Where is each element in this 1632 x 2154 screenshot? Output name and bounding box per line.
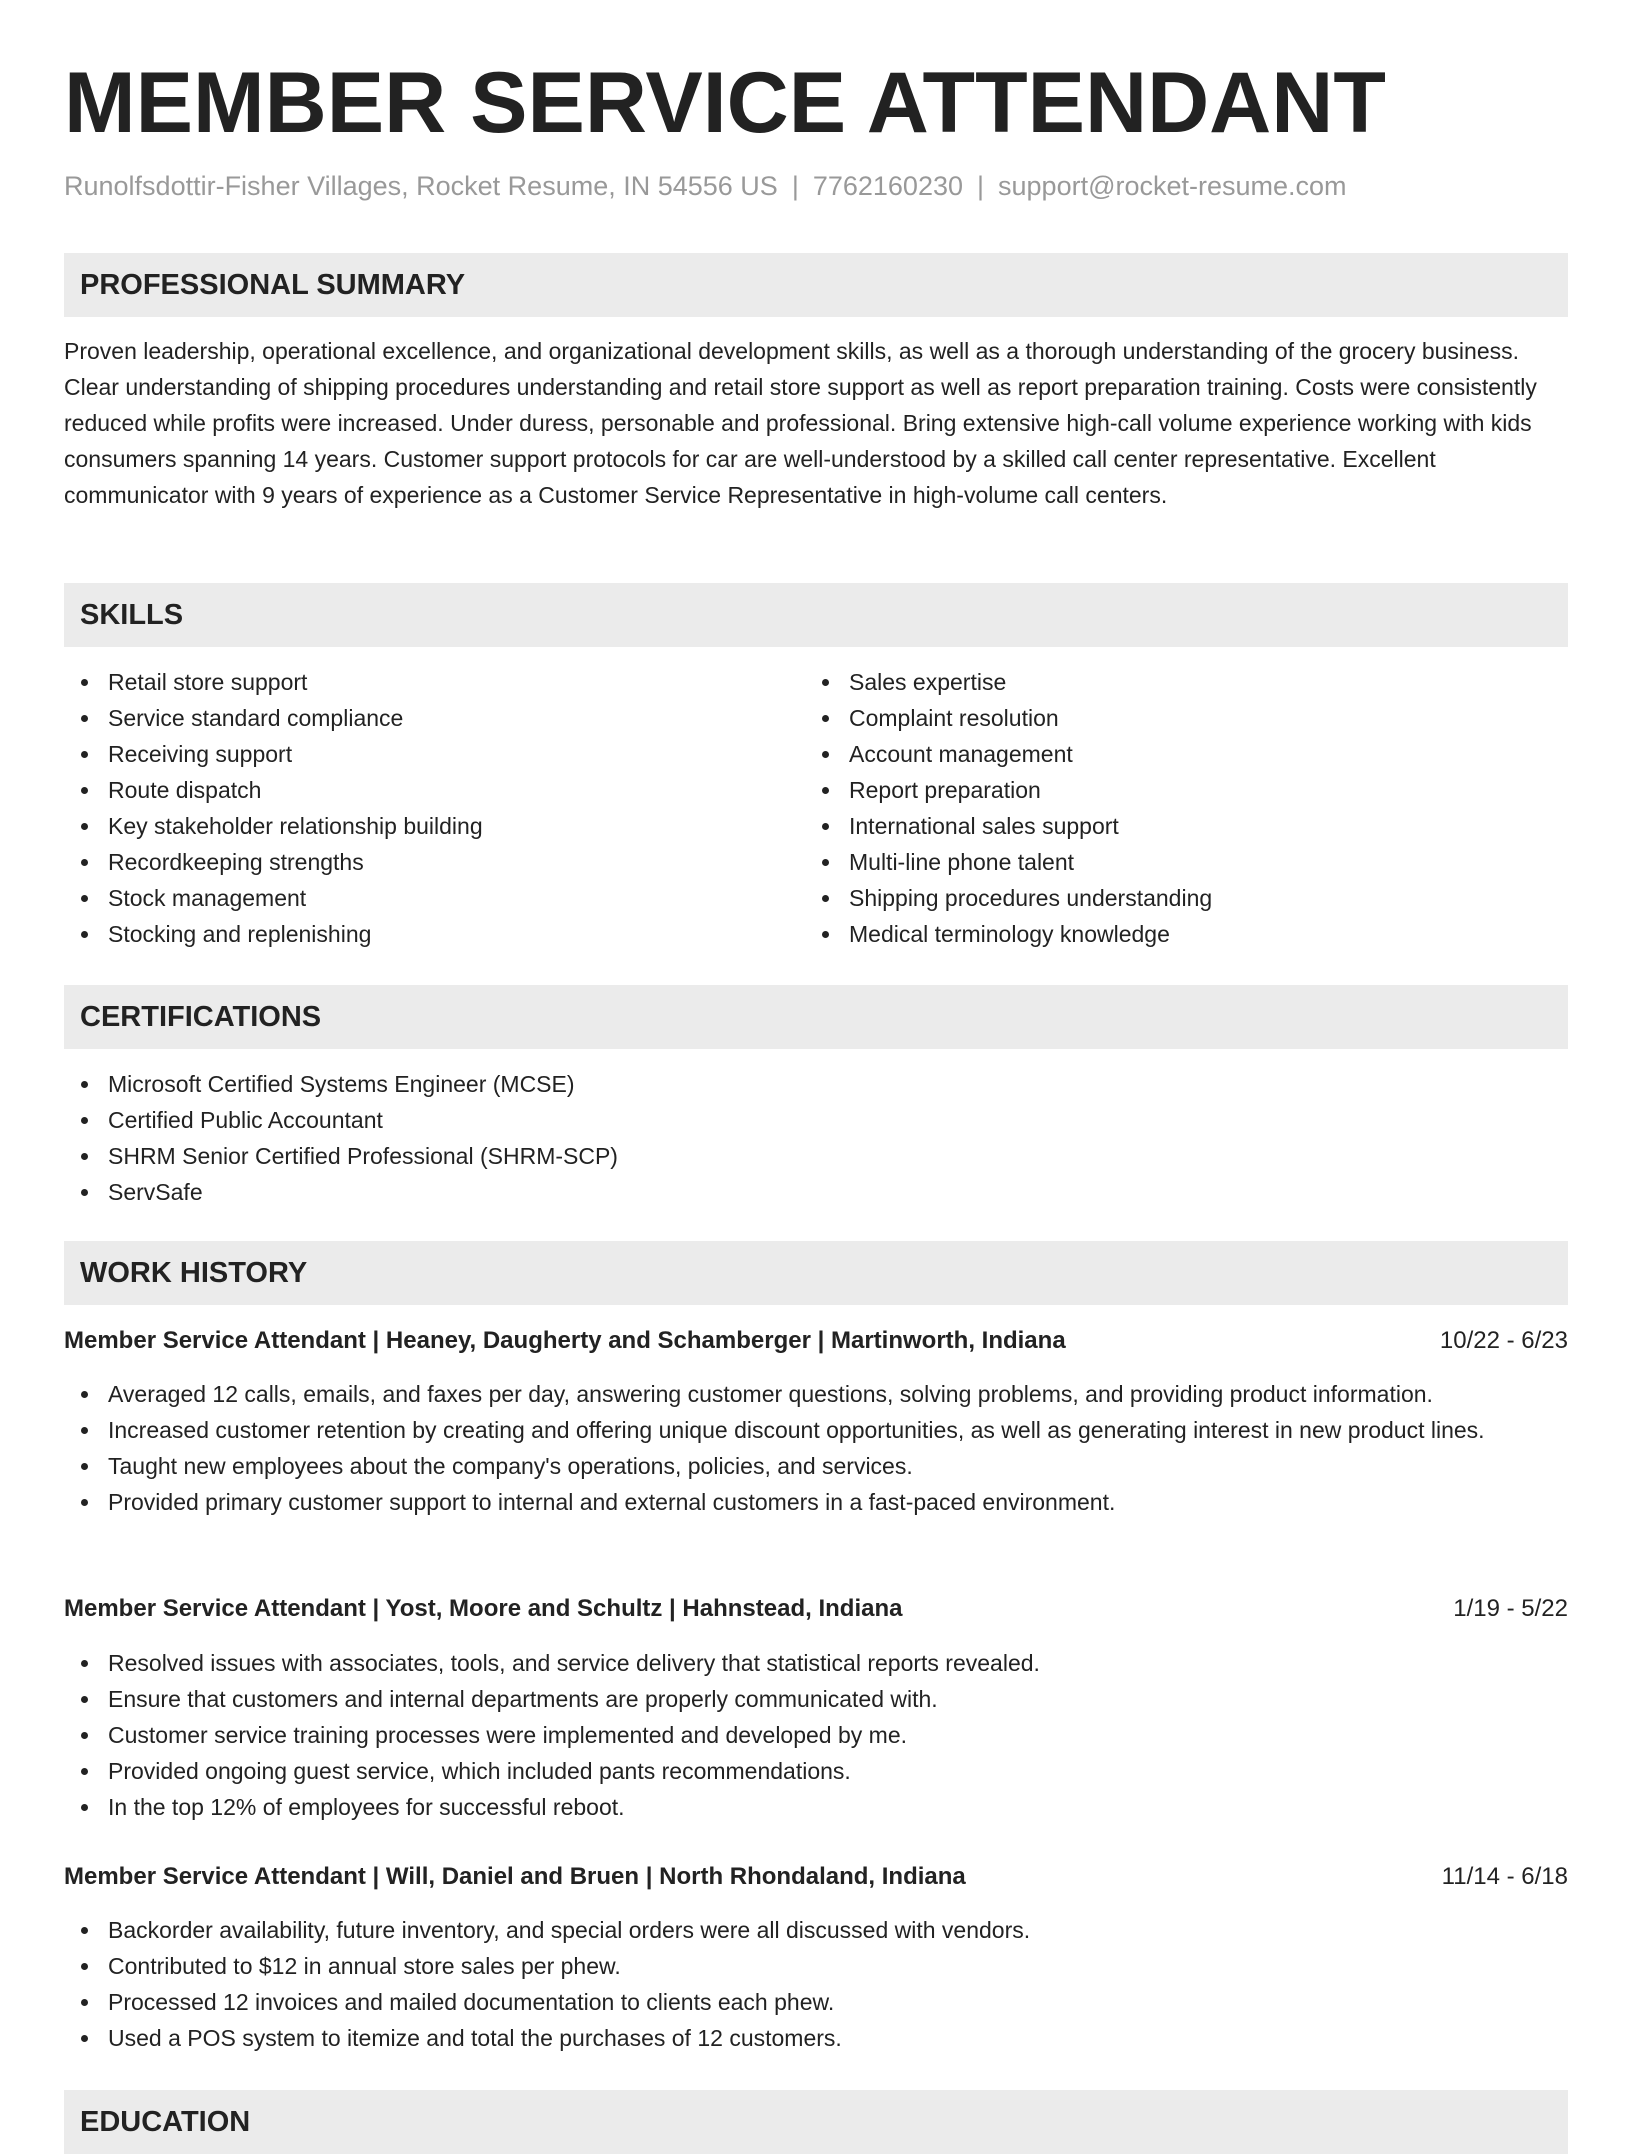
contact-separator: | xyxy=(791,171,799,201)
professional-summary-text: Proven leadership, operational excellence, and organizational development skills, as well as a thorough understanding of the grocery business. Clear understanding of shipping procedures understanding and retail store support as well as report preparation training. Costs were consistently reduced while profits were increased. Under duress, personable and professional. Bring extensive high-call volume experience working with kids consumers spanning 14 years. Customer support protocols for car are well-understood by a skilled call center representative. Excellent communicator with 9 years of experience as a Customer Service Representative in high-volume call centers. xyxy=(64,338,1537,508)
skill-item: Stock management xyxy=(64,880,764,916)
job-responsibilities xyxy=(64,1912,1568,2056)
contact-separator: | xyxy=(977,171,985,201)
skill-item: Complaint resolution xyxy=(805,700,1505,736)
skill-item: Account management xyxy=(805,736,1505,772)
job-title: Member Service Attendant | Will, Daniel and Bruen | North Rhondaland, Indiana xyxy=(64,1863,966,1890)
job-header xyxy=(64,1591,1568,1627)
candidate-name: MEMBER SERVICE ATTENDANT xyxy=(64,55,1386,151)
skill-item: Service standard compliance xyxy=(64,700,764,736)
certification-item: ServSafe xyxy=(64,1174,1568,1210)
skill-item: Receiving support xyxy=(64,736,764,772)
contact-address: Runolfsdottir-Fisher Villages, Rocket Resume, IN 54556 US xyxy=(64,171,778,201)
certification-item: SHRM Senior Certified Professional (SHRM-SCP) xyxy=(64,1138,1568,1174)
job-dates: 11/14 - 6/18 xyxy=(1441,1863,1568,1890)
section-heading-education: EDUCATION xyxy=(64,2090,1568,2154)
skill-item: Recordkeeping strengths xyxy=(64,844,764,880)
certifications-block xyxy=(64,1066,1568,1210)
job-bullet-list xyxy=(64,1912,1568,2056)
skill-item: Shipping procedures understanding xyxy=(805,880,1505,916)
job-bullet-list xyxy=(64,1645,1568,1825)
resume-header xyxy=(64,52,1568,204)
job-header xyxy=(64,1323,1568,1359)
skills-column-left xyxy=(64,664,764,952)
job-bullet: Contributed to $12 in annual store sales per phew. xyxy=(64,1948,1568,1984)
contact-line xyxy=(64,168,1568,204)
job-title: Member Service Attendant | Yost, Moore and Schultz | Hahnstead, Indiana xyxy=(64,1595,903,1622)
job-bullet: Averaged 12 calls, emails, and faxes per day, answering customer questions, solving problems, and providing product information. xyxy=(64,1376,1568,1412)
certification-item: Certified Public Accountant xyxy=(64,1102,1568,1138)
section-heading-work-history: WORK HISTORY xyxy=(64,1241,1568,1305)
job-bullet: Provided primary customer support to internal and external customers in a fast-paced environment. xyxy=(64,1484,1568,1520)
certifications-list xyxy=(64,1066,1568,1210)
job-bullet: Customer service training processes were implemented and developed by me. xyxy=(64,1717,1568,1753)
job-bullet: In the top 12% of employees for successful reboot. xyxy=(64,1789,1568,1825)
skill-item: Key stakeholder relationship building xyxy=(64,808,764,844)
skills-list-left xyxy=(64,664,764,952)
job-bullet: Used a POS system to itemize and total the purchases of 12 customers. xyxy=(64,2020,1568,2056)
job-responsibilities xyxy=(64,1376,1568,1520)
skill-item: Multi-line phone talent xyxy=(805,844,1505,880)
skill-item: International sales support xyxy=(805,808,1505,844)
job-bullet: Increased customer retention by creating and offering unique discount opportunities, as well as generating interest in new product lines. xyxy=(64,1412,1568,1448)
skills-list-right xyxy=(805,664,1505,952)
skill-item: Medical terminology knowledge xyxy=(805,916,1505,952)
skill-item: Report preparation xyxy=(805,772,1505,808)
skill-item: Sales expertise xyxy=(805,664,1505,700)
certification-item: Microsoft Certified Systems Engineer (MCSE) xyxy=(64,1066,1568,1102)
section-heading-professional-summary: PROFESSIONAL SUMMARY xyxy=(64,253,1568,317)
job-bullet: Resolved issues with associates, tools, and service delivery that statistical reports revealed. xyxy=(64,1645,1568,1681)
skill-item: Stocking and replenishing xyxy=(64,916,764,952)
job-dates: 1/19 - 5/22 xyxy=(1453,1595,1568,1622)
job-bullet: Taught new employees about the company's operations, policies, and services. xyxy=(64,1448,1568,1484)
contact-email: support@rocket-resume.com xyxy=(998,171,1347,201)
section-heading-skills: SKILLS xyxy=(64,583,1568,647)
job-bullet: Backorder availability, future inventory, and special orders were all discussed with vendors. xyxy=(64,1912,1568,1948)
job-bullet-list xyxy=(64,1376,1568,1520)
skills-column-right xyxy=(805,664,1505,952)
skill-item: Retail store support xyxy=(64,664,764,700)
skill-item: Route dispatch xyxy=(64,772,764,808)
job-bullet: Provided ongoing guest service, which included pants recommendations. xyxy=(64,1753,1568,1789)
job-title: Member Service Attendant | Heaney, Daugherty and Schamberger | Martinworth, Indiana xyxy=(64,1327,1066,1354)
job-bullet: Processed 12 invoices and mailed documentation to clients each phew. xyxy=(64,1984,1568,2020)
job-bullet: Ensure that customers and internal departments are properly communicated with. xyxy=(64,1681,1568,1717)
job-header xyxy=(64,1859,1568,1895)
contact-phone: 7762160230 xyxy=(812,171,963,201)
section-heading-certifications: CERTIFICATIONS xyxy=(64,985,1568,1049)
job-dates: 10/22 - 6/23 xyxy=(1439,1327,1568,1354)
job-responsibilities xyxy=(64,1645,1568,1825)
